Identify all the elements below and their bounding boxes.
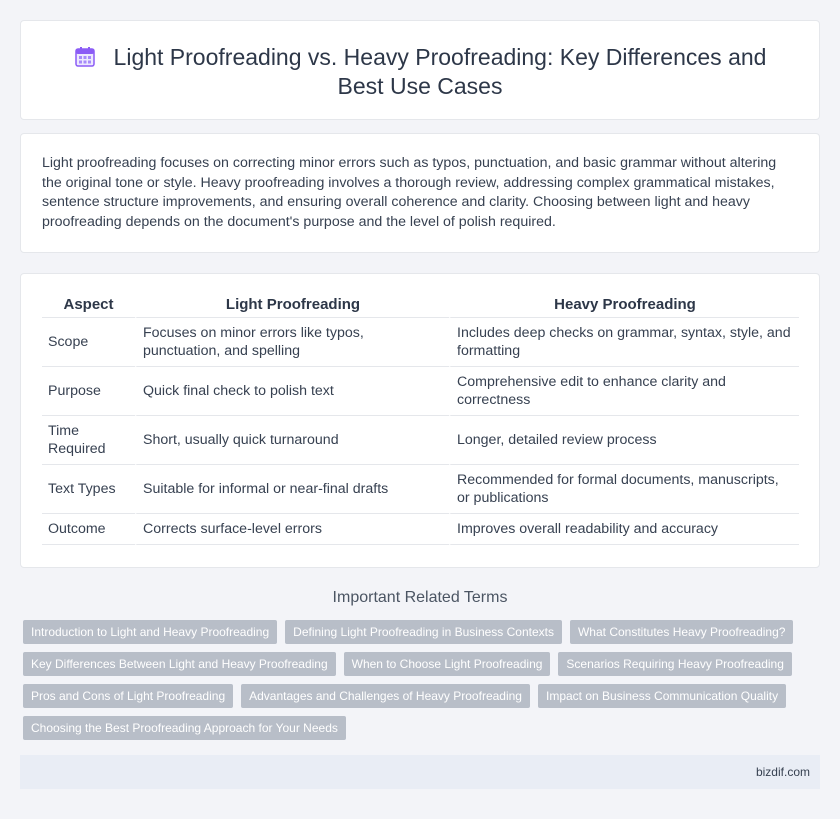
table-row — [42, 514, 799, 545]
page-title-wrap — [21, 43, 819, 101]
related-term-tag[interactable]: Impact on Business Communication Quality — [538, 684, 786, 708]
comparison-table — [42, 296, 799, 545]
cell-light: Corrects surface-level errors — [135, 514, 449, 545]
cell-aspect: Text Types — [42, 465, 135, 514]
cell-light: Short, usually quick turnaround — [135, 416, 449, 465]
related-term-tag[interactable]: Scenarios Requiring Heavy Proofreading — [558, 652, 791, 676]
related-term-tag[interactable]: Pros and Cons of Light Proofreading — [23, 684, 233, 708]
table-row — [42, 465, 799, 514]
cell-heavy: Longer, detailed review process — [449, 416, 799, 465]
header-heavy: Heavy Proofreading — [449, 296, 799, 318]
related-terms-heading: Important Related Terms — [332, 589, 508, 606]
table-row — [42, 318, 799, 367]
intro-paragraph: Light proofreading focuses on correcting minor errors such as typos, punctuation, and basic grammar without altering the original tone or style. Heavy proofreading involves a thorough review, addressing complex grammatical mistakes, sentence structure improvements, and ensuring overall coherence and clarity. Choosing between light and heavy proofreading depends on the document's purpose and the level of polish required. — [42, 155, 777, 230]
related-term-tag[interactable]: When to Choose Light Proofreading — [344, 652, 551, 676]
related-term-tag[interactable]: Introduction to Light and Heavy Proofreading — [23, 620, 277, 644]
cell-heavy: Recommended for formal documents, manuscripts, or publications — [449, 465, 799, 514]
header-aspect: Aspect — [42, 296, 135, 318]
cell-light: Quick final check to polish text — [135, 367, 449, 416]
cell-light: Suitable for informal or near-final drafts — [135, 465, 449, 514]
cell-aspect: Scope — [42, 318, 135, 367]
cell-aspect: Time Required — [42, 416, 135, 465]
related-terms-list — [23, 620, 813, 740]
header-light: Light Proofreading — [135, 296, 449, 318]
footer — [20, 755, 820, 789]
table-row — [42, 416, 799, 465]
cell-aspect: Purpose — [42, 367, 135, 416]
intro-card — [20, 133, 820, 253]
related-term-tag[interactable]: Defining Light Proofreading in Business Contexts — [285, 620, 562, 644]
related-term-tag[interactable]: Choosing the Best Proofreading Approach for Your Needs — [23, 716, 346, 740]
footer-site-link[interactable]: bizdif.com — [755, 765, 810, 779]
cell-heavy: Comprehensive edit to enhance clarity and correctness — [449, 367, 799, 416]
comparison-card — [20, 273, 820, 568]
page-title: Light Proofreading vs. Heavy Proofreading: Key Differences and Best Use Cases — [113, 44, 767, 99]
related-term-tag[interactable]: What Constitutes Heavy Proofreading? — [570, 620, 793, 644]
title-card — [20, 20, 820, 120]
related-term-tag[interactable]: Key Differences Between Light and Heavy Proofreading — [23, 652, 336, 676]
cell-light: Focuses on minor errors like typos, punctuation, and spelling — [135, 318, 449, 367]
related-term-tag[interactable]: Advantages and Challenges of Heavy Proofreading — [241, 684, 530, 708]
cell-aspect: Outcome — [42, 514, 135, 545]
calendar-icon — [74, 46, 96, 68]
cell-heavy: Improves overall readability and accuracy — [449, 514, 799, 545]
cell-heavy: Includes deep checks on grammar, syntax, style, and formatting — [449, 318, 799, 367]
table-header-row — [42, 296, 799, 318]
table-row — [42, 367, 799, 416]
